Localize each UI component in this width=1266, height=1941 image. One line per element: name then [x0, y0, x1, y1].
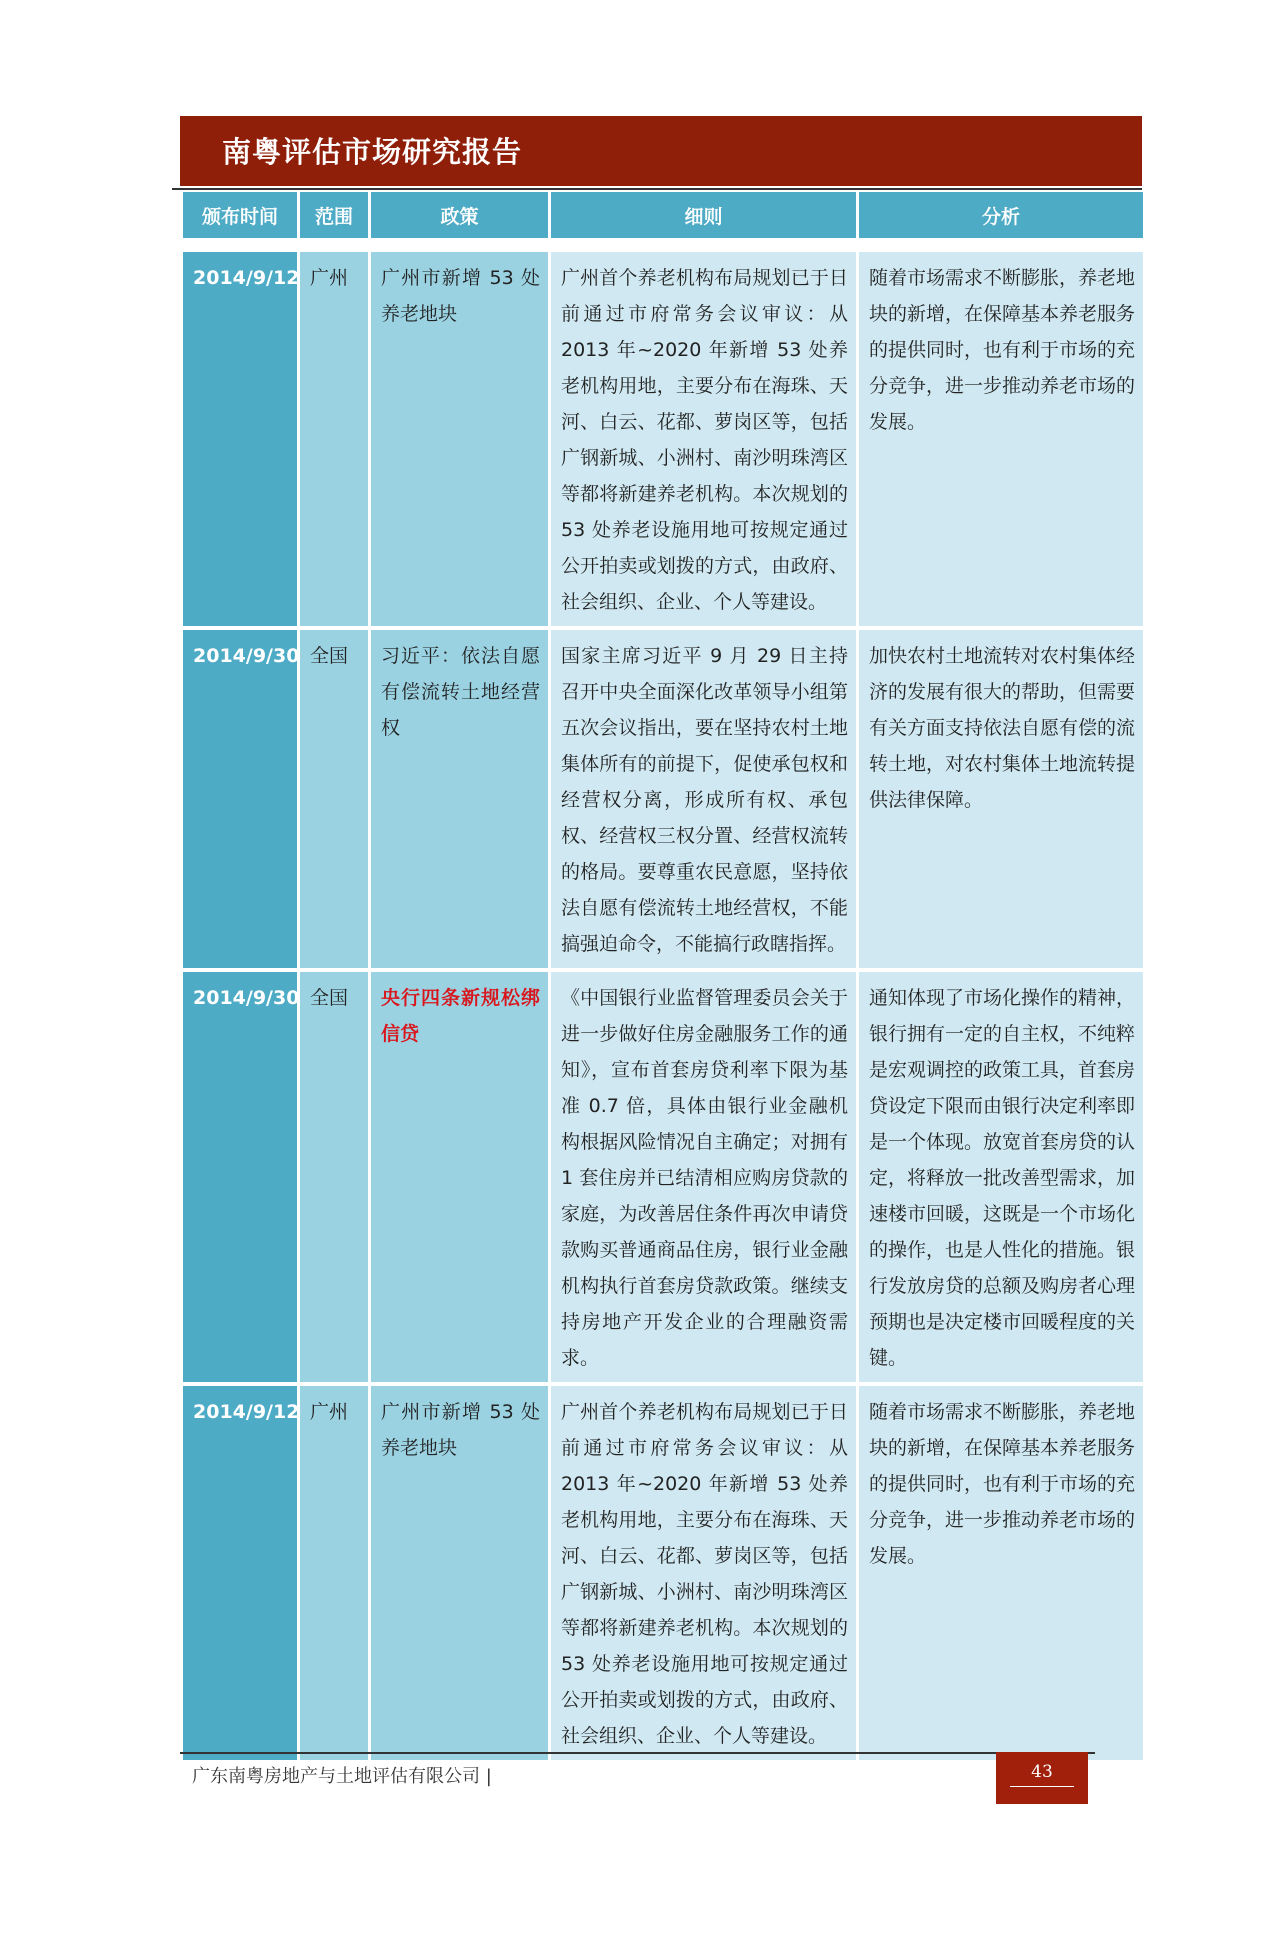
page-number: 43	[1031, 1762, 1053, 1782]
cell-detail: 广州首个养老机构布局规划已于日前通过市府常务会议审议：从 2013 年~2020 年新增 53 处养老机构用地，主要分布在海珠、天河、白云、花都、萝岗区等，包括广钢新城、小洲村、南沙明珠湾区等都将新建养老机构。本次规划的 53 处养老设施用地可按规定通过公开拍卖或划拨的方式，由政府、社会组织、企业、个人等建设。	[551, 1386, 856, 1764]
cell-scope: 全国	[300, 972, 368, 1386]
footer-divider	[180, 1752, 1095, 1754]
page-number-box	[996, 1752, 1088, 1804]
cell-date: 2014/9/30	[183, 630, 297, 972]
header-divider	[172, 188, 1142, 190]
table-row	[183, 1386, 1143, 1764]
column-header-date: 颁布时间	[183, 192, 297, 252]
footer-company-name: 广东南粤房地产与土地评估有限公司 |	[192, 1766, 492, 1787]
cell-date: 2014/9/12	[183, 1386, 297, 1764]
column-header-analysis: 分析	[859, 192, 1143, 252]
table-row	[183, 630, 1143, 972]
report-header-bar	[180, 116, 1142, 186]
cell-scope: 广州	[300, 252, 368, 630]
table-row	[183, 252, 1143, 630]
cell-analysis: 通知体现了市场化操作的精神，银行拥有一定的自主权，不纯粹是宏观调控的政策工具，首套房贷设定下限而由银行决定利率即是一个体现。放宽首套房贷的认定，将释放一批改善型需求，加速楼市回暖，这既是一个市场化的操作，也是人性化的措施。银行发放房贷的总额及购房者心理预期也是决定楼市回暖程度的关键。	[859, 972, 1143, 1386]
cell-analysis: 随着市场需求不断膨胀，养老地块的新增，在保障基本养老服务的提供同时，也有利于市场的充分竞争，进一步推动养老市场的发展。	[859, 252, 1143, 630]
cell-policy-highlighted: 央行四条新规松绑信贷	[371, 972, 548, 1386]
table-header-row	[183, 192, 1143, 252]
cell-policy: 广州市新增 53 处养老地块	[371, 1386, 548, 1764]
cell-detail: 广州首个养老机构布局规划已于日前通过市府常务会议审议：从 2013 年~2020 年新增 53 处养老机构用地，主要分布在海珠、天河、白云、花都、萝岗区等，包括广钢新城、小洲村、南沙明珠湾区等都将新建养老机构。本次规划的 53 处养老设施用地可按规定通过公开拍卖或划拨的方式，由政府、社会组织、企业、个人等建设。	[551, 252, 856, 630]
column-header-policy: 政策	[371, 192, 548, 252]
cell-analysis: 加快农村土地流转对农村集体经济的发展有很大的帮助，但需要有关方面支持依法自愿有偿的流转土地，对农村集体土地流转提供法律保障。	[859, 630, 1143, 972]
cell-date: 2014/9/30	[183, 972, 297, 1386]
cell-detail: 《中国银行业监督管理委员会关于进一步做好住房金融服务工作的通知》，宣布首套房贷利率下限为基准 0.7 倍，具体由银行业金融机构根据风险情况自主确定；对拥有 1 套住房并已结清相应购房贷款的家庭，为改善居住条件再次申请贷款购买普通商品住房，银行业金融机构执行首套房贷款政策。继续支持房地产开发企业的合理融资需求。	[551, 972, 856, 1386]
cell-detail: 国家主席习近平 9 月 29 日主持召开中央全面深化改革领导小组第五次会议指出，要在坚持农村土地集体所有的前提下，促使承包权和经营权分离，形成所有权、承包权、经营权三权分置、经营权流转的格局。要尊重农民意愿，坚持依法自愿有偿流转土地经营权，不能搞强迫命令，不能搞行政瞎指挥。	[551, 630, 856, 972]
cell-analysis: 随着市场需求不断膨胀，养老地块的新增，在保障基本养老服务的提供同时，也有利于市场的充分竞争，进一步推动养老市场的发展。	[859, 1386, 1143, 1764]
report-title: 南粤评估市场研究报告	[222, 135, 523, 169]
table-row	[183, 972, 1143, 1386]
cell-scope: 全国	[300, 630, 368, 972]
policy-table	[180, 192, 1146, 1764]
column-header-scope: 范围	[300, 192, 368, 252]
page-number-underline	[1010, 1786, 1074, 1787]
cell-policy: 广州市新增 53 处养老地块	[371, 252, 548, 630]
cell-date: 2014/9/12	[183, 252, 297, 630]
column-header-detail: 细则	[551, 192, 856, 252]
cell-policy: 习近平：依法自愿有偿流转土地经营权	[371, 630, 548, 972]
cell-scope: 广州	[300, 1386, 368, 1764]
